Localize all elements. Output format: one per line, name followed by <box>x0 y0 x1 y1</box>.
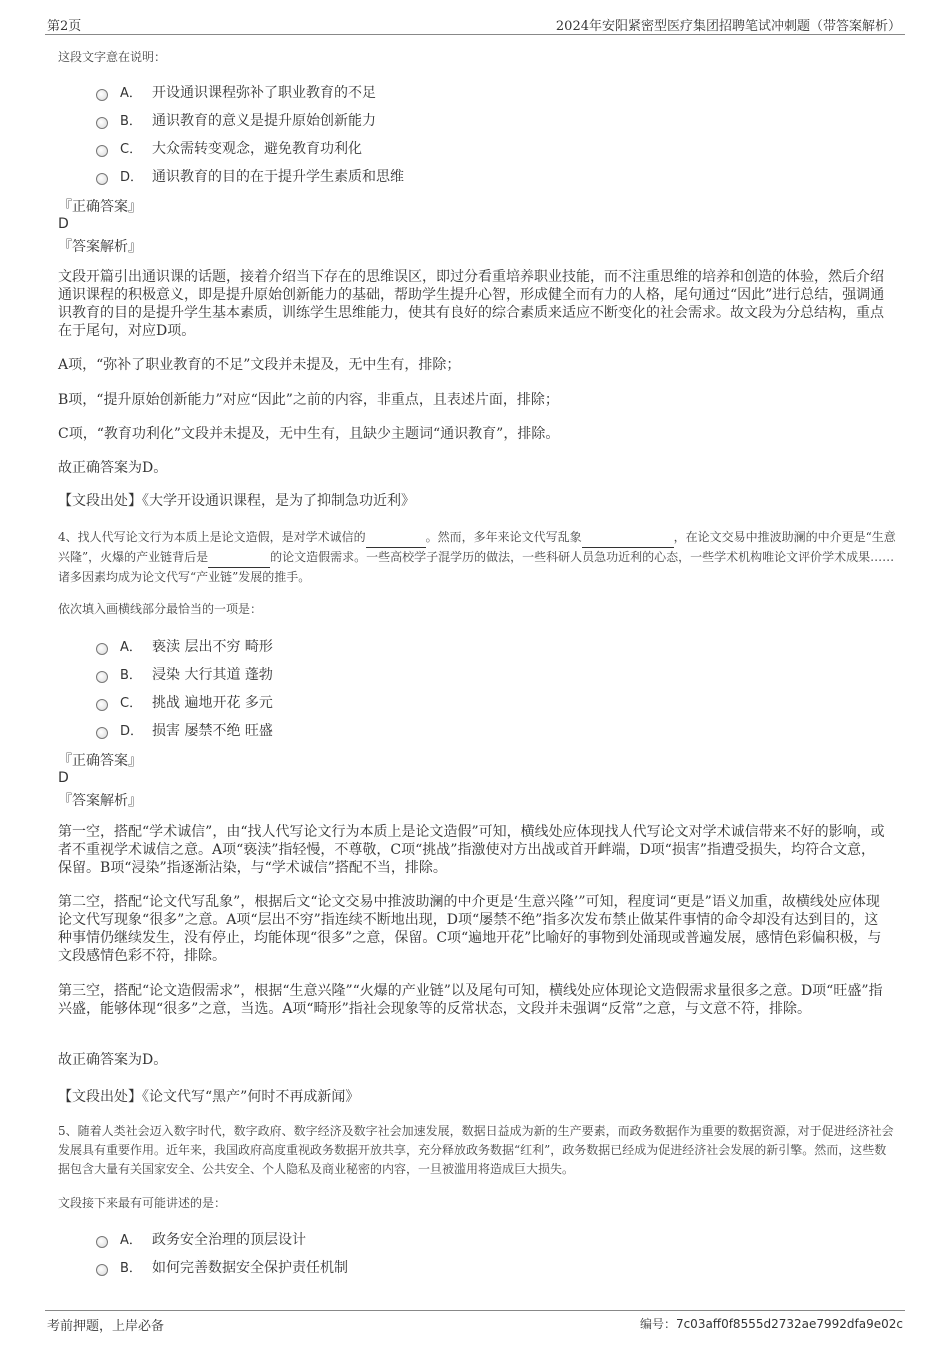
page-footer <box>45 1310 905 1333</box>
q3-option-c[interactable]: C． 大众需转变观念，避免教育功利化 <box>96 138 362 158</box>
q4-analysis-paragraph: 第二空，搭配“论文代写乱象”，根据后文“论文交易中推波助澜的中介更是‘生意兴隆’”可知，程度词“更是”语义加重，故横线处应体现论文代写现象“很多”之意。A项“层出不穷”指连续不断地出现，D项“屡禁不绝”指多次发布禁止做某件事情的命令却没有达到目的，这种事情仍继续发生，没有停止，均能体现“很多”之意，保留。C项“遍地开花”比喻好的事物到处涌现或普遍发展，感情色彩偏积极，与文段感情色彩不符，排除。 <box>58 894 882 964</box>
q4-prompt: 依次填入画横线部分最恰当的一项是： <box>58 602 263 616</box>
q4-answer-label: 『正确答案』 <box>58 753 142 769</box>
radio-icon[interactable] <box>96 145 108 157</box>
page-number: 第2页 <box>47 19 82 34</box>
q3-analysis-paragraph: C项，“教育功利化”文段并未提及，无中生有，且缺少主题词“通识教育”，排除。 <box>58 426 560 442</box>
q4-option-a[interactable]: A． 亵渎 层出不穷 畸形 <box>96 636 273 656</box>
q5-option-b[interactable]: B． 如何完善数据安全保护责任机制 <box>96 1257 348 1277</box>
radio-icon[interactable] <box>96 1236 108 1248</box>
q3-analysis-paragraph: A项，“弥补了职业教育的不足”文段并未提及，无中生有，排除； <box>58 357 461 373</box>
q4-analysis-paragraph: 故正确答案为D。 <box>58 1052 168 1068</box>
q3-option-a[interactable]: A． 开设通识课程弥补了职业教育的不足 <box>96 82 376 102</box>
q3-analysis-paragraph: 文段开篇引出通识课的话题，接着介绍当下存在的思维误区，即过分看重培养职业技能，而不注重思维的培养和创造的体验，然后介绍通识课程的积极意义，即是提升原始创新能力的基础，帮助学生提升心智，形成健全而有力的人格，尾句通过“因此”进行总结，强调通识教育的目的是提升学生基本素质，训练学生思维能力，使其有良好的综合素质来适应不断变化的社会需求。故文段为分总结构，重点在于尾句，对应D项。 <box>58 269 885 339</box>
q4-option-b[interactable]: B． 浸染 大行其道 蓬勃 <box>96 664 273 684</box>
page-header <box>45 14 905 35</box>
q3-analysis-paragraph: B项，“提升原始创新能力”对应“因此”之前的内容，非重点，且表述片面，排除； <box>58 392 559 408</box>
q4-source: 【文段出处】《论文代写“黑产”何时不再成新闻》 <box>58 1089 360 1105</box>
radio-icon[interactable] <box>96 173 108 185</box>
q5-option-a[interactable]: A． 政务安全治理的顶层设计 <box>96 1229 306 1249</box>
q4-analysis-label: 『答案解析』 <box>58 793 142 809</box>
q4-analysis-paragraph: 第三空，搭配“论文造假需求”，根据“生意兴隆”“火爆的产业链”以及尾句可知，横线处应体现论文造假需求量很多之意。D项“旺盛”指兴盛，能够体现“很多”之意，当选。A项“畸形”指社会现象等的反常状态，文段并未强调“反常”之意，与文意不符，排除。 <box>58 983 883 1017</box>
q4-analysis-paragraph: 第一空，搭配“学术诚信”，由“找人代写论文行为本质上是论文造假”可知，横线处应体现找人代写论文对学术诚信带来不好的影响，或者不重视学术诚信之意。A项“亵渎”指轻慢，不尊敬，C项“挑战”指激使对方出战或首开衅端，D项“损害”指遭受损失，均符合文意，保留。B项“浸染”指逐渐沾染，与“学术诚信”搭配不当，排除。 <box>58 824 885 876</box>
radio-icon[interactable] <box>96 671 108 683</box>
q3-source: 【文段出处】《大学开设通识课程，是为了抑制急功近利》 <box>58 493 415 509</box>
radio-icon[interactable] <box>96 117 108 129</box>
q3-analysis-paragraph: 故正确答案为D。 <box>58 460 168 476</box>
q3-option-d[interactable]: D． 通识教育的目的在于提升学生素质和思维 <box>96 166 404 186</box>
fill-blank-3[interactable] <box>208 548 270 568</box>
q4-answer: D <box>58 770 69 786</box>
document-title: 2024年安阳紧密型医疗集团招聘笔试冲刺题（带答案解析） <box>555 19 901 34</box>
q4-option-c[interactable]: C． 挑战 遍地开花 多元 <box>96 692 273 712</box>
q3-answer: D <box>58 216 69 232</box>
radio-icon[interactable] <box>96 1264 108 1276</box>
document-id: 编号：7c03aff0f8555d2732ae7992dfa9e02c <box>639 1317 903 1331</box>
q5-prompt: 文段接下来最有可能讲述的是： <box>58 1196 227 1210</box>
q5-stem: 5、随着人类社会迈入数字时代，数字政府、数字经济及数字社会加速发展，数据日益成为新的生产要素，而政务数据作为重要的数据资源，对于促进经济社会发展具有重要作用。近年来，我国政府高度重视政务数据开放共享，充分释放政务数据“红利”，政务数据已经成为促进经济社会发展的新引擎。然而，这些数据包含大量有关国家安全、公共安全、个人隐私及商业秘密的内容，一旦被滥用将造成巨大损失。 <box>58 1124 894 1176</box>
q3-prompt: 这段文字意在说明： <box>58 50 167 64</box>
radio-icon[interactable] <box>96 699 108 711</box>
radio-icon[interactable] <box>96 89 108 101</box>
radio-icon[interactable] <box>96 727 108 739</box>
q4-stem: 4、找人代写论文行为本质上是论文造假，是对学术诚信的 。然而，多年来论文代写乱象 ，在论文交易中推波助澜的中介更是“生意兴隆”，火爆的产业链背后是 的论文造假需求。一些高校学子混学历的做法，一些科研人员急功近利的心态，一些学术机构唯论文评价学术成果……诸多因素均成为论文代写“产业链”发展的推手。 <box>58 530 896 584</box>
fill-blank-1[interactable] <box>366 528 426 548</box>
fill-blank-2[interactable] <box>582 528 674 548</box>
q3-answer-label: 『正确答案』 <box>58 199 142 215</box>
q3-analysis-label: 『答案解析』 <box>58 239 142 255</box>
q4-option-d[interactable]: D． 损害 屡禁不绝 旺盛 <box>96 720 273 740</box>
footer-slogan: 考前押题，上岸必备 <box>47 1319 165 1334</box>
radio-icon[interactable] <box>96 643 108 655</box>
q3-option-b[interactable]: B． 通识教育的意义是提升原始创新能力 <box>96 110 376 130</box>
